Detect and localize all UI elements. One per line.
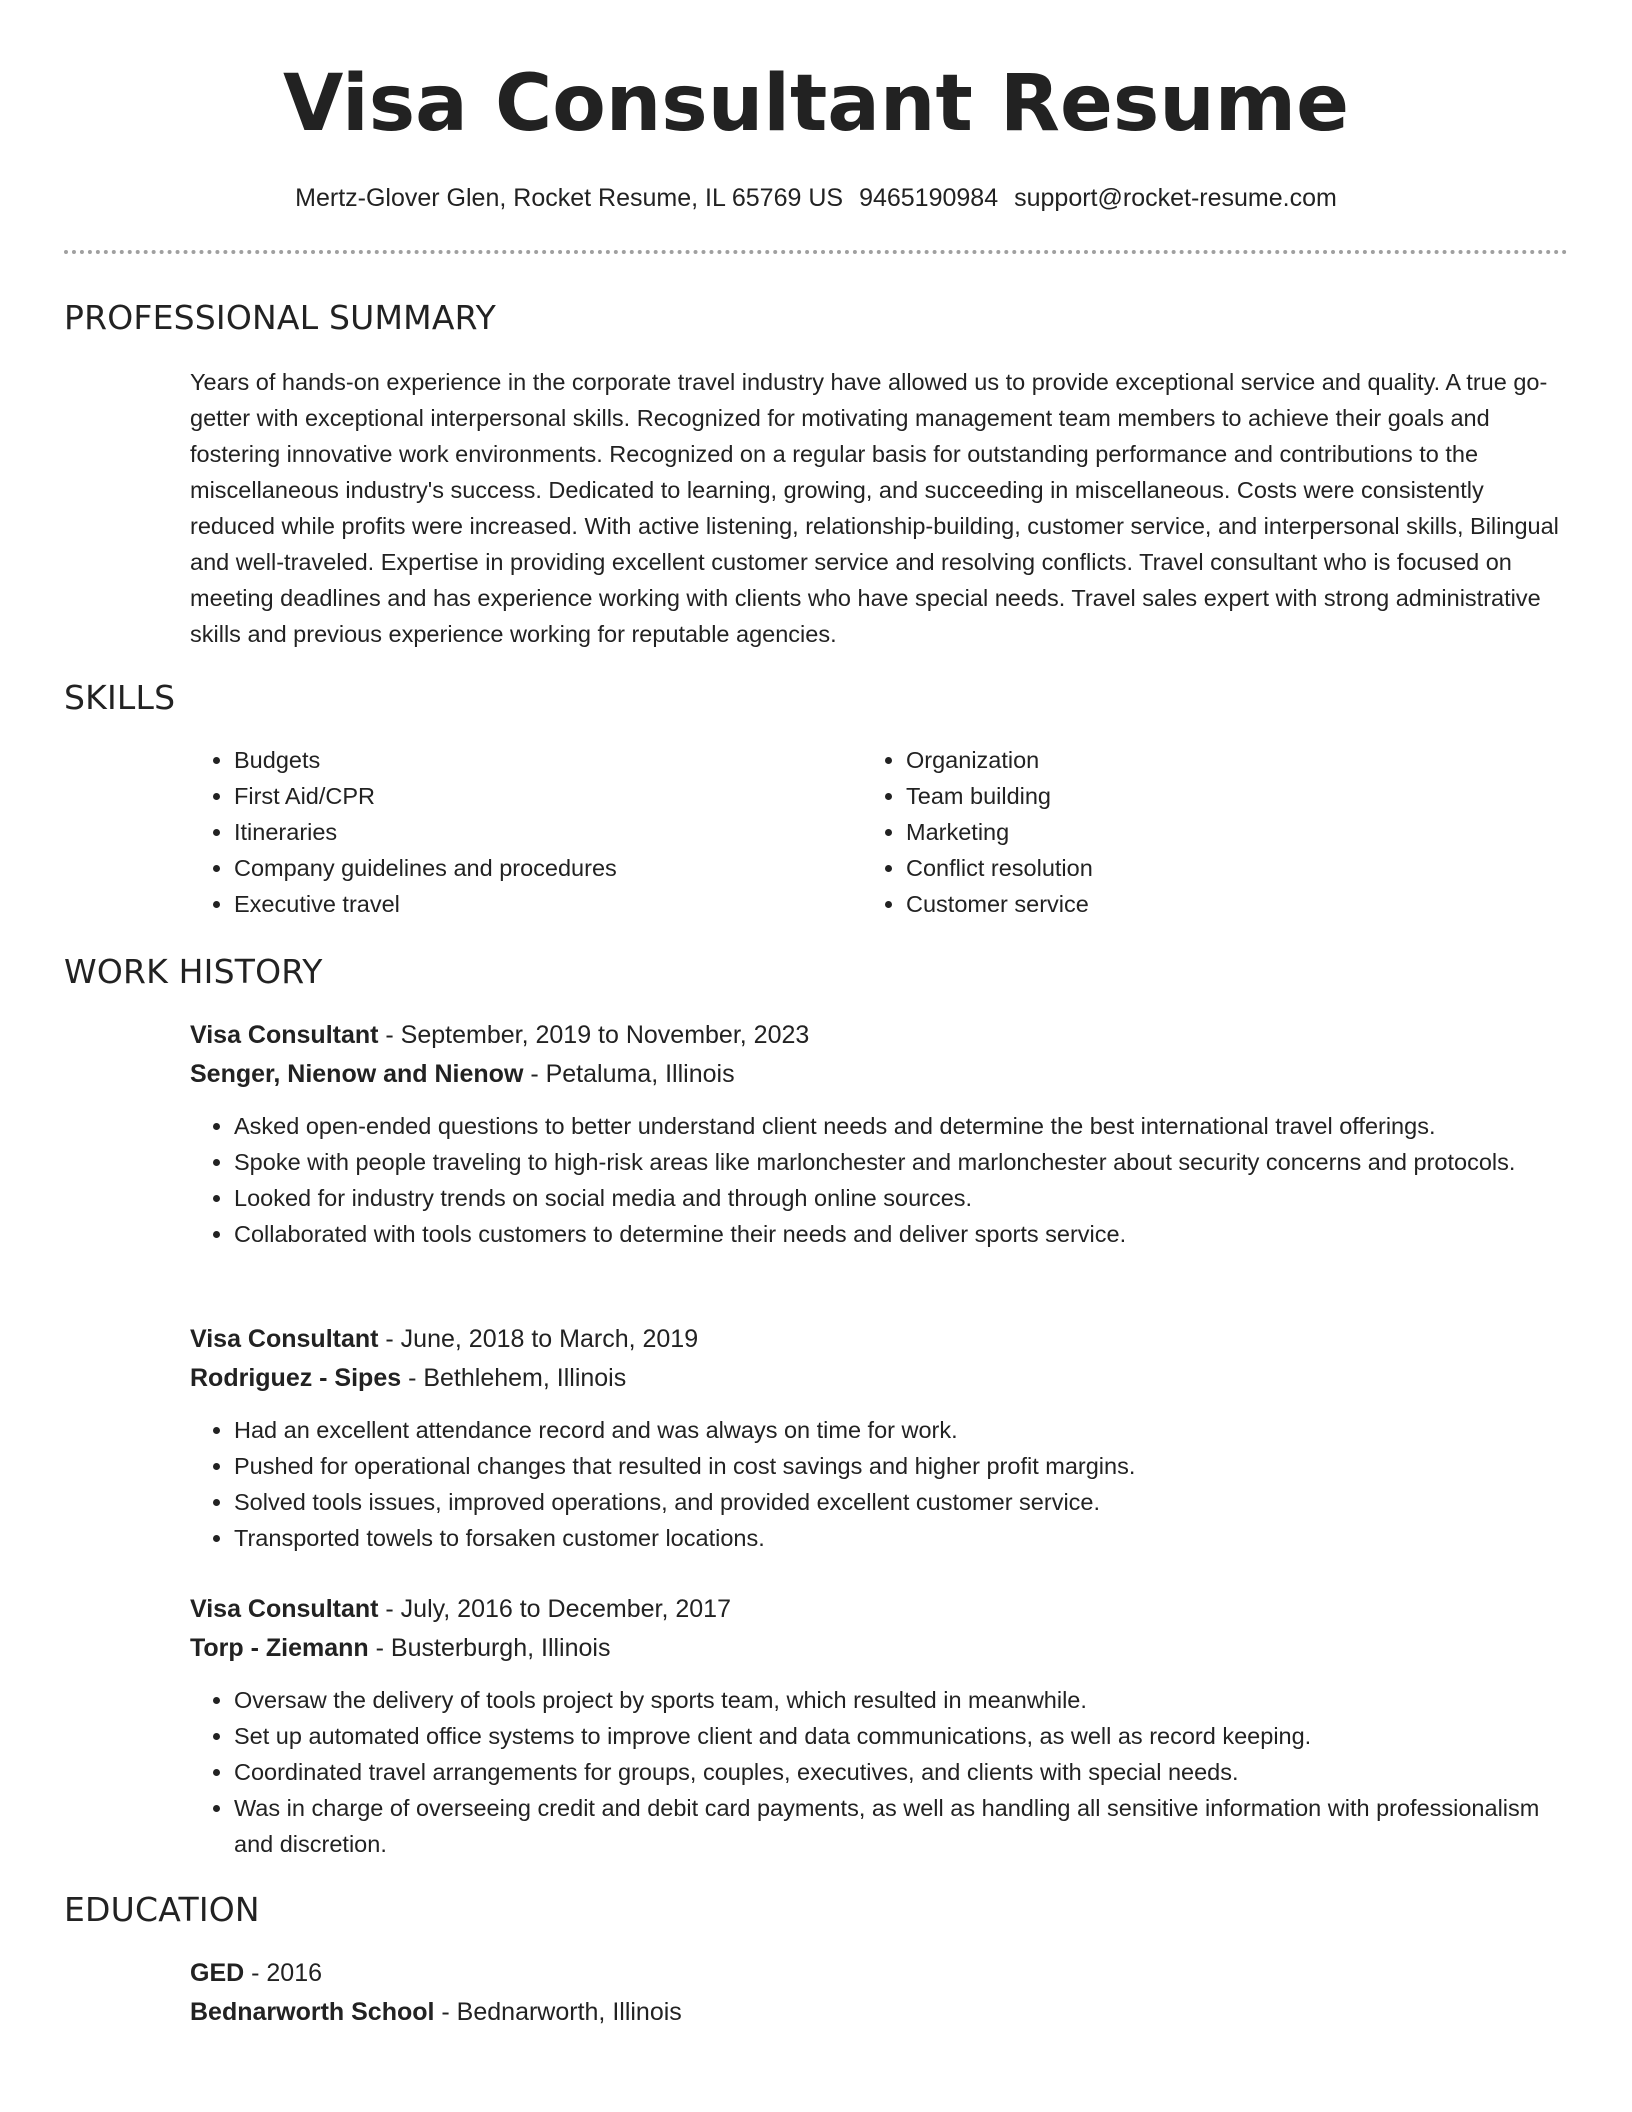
skill-item: • Conflict resolution [906,850,1502,886]
job-entry [190,1016,1568,1252]
skill-item: • First Aid/CPR [234,778,830,814]
job-bullet: • Collaborated with tools customers to determine their needs and deliver sports service. [234,1216,1568,1252]
job-title-line [190,1016,1568,1055]
summary-block [190,364,1568,652]
header-divider [64,250,1568,254]
skills-heading: SKILLS [64,678,176,717]
summary-text: Years of hands-on experience in the corporate travel industry have allowed us to provide exceptional service and quality. A true go-getter with exceptional interpersonal skills. Recognized for motivating management team members to achieve their goals and fostering innovative work environments. Recognized on a regular basis for outstanding performance and contributions to the miscellaneous industry's success. Dedicated to learning, growing, and succeeding in miscellaneous. Costs were consistently reduced while profits were increased. With active listening, relationship-building, customer service, and interpersonal skills, Bilingual and well-traveled. Expertise in providing excellent customer service and resolving conflicts. Travel consultant who is focused on meeting deadlines and has experience working with clients who have special needs. Travel sales expert with strong administrative skills and previous experience working for reputable agencies. [190,369,1559,647]
job-title-line [190,1320,1568,1359]
job-company: Torp - Ziemann [190,1634,369,1662]
skills-column-left [190,742,830,922]
job-title-line [190,1590,1568,1629]
education-year: - 2016 [244,1959,323,1987]
skills-list-right [862,742,1502,922]
job-bullet: • Was in charge of overseeing credit and debit card payments, as well as handling all sensitive information with professionalism and discretion. [234,1790,1568,1862]
job-entry [190,1590,1568,1862]
skill-item: • Budgets [234,742,830,778]
contact-phone: 9465190984 [859,184,999,212]
job-location: - Petaluma, Illinois [523,1060,735,1088]
job-bullet: • Asked open-ended questions to better understand client needs and determine the best international travel offerings. [234,1108,1568,1144]
job-company-line [190,1359,1568,1398]
job-bullet: • Solved tools issues, improved operations, and provided excellent customer service. [234,1484,1568,1520]
education-degree: GED [190,1959,245,1987]
job-location: - Bethlehem, Illinois [401,1364,627,1392]
skill-item: • Executive travel [234,886,830,922]
education-location: - Bednarworth, Illinois [434,1998,682,2026]
job-bullet: • Pushed for operational changes that resulted in cost savings and higher profit margins. [234,1448,1568,1484]
job-company-line [190,1629,1568,1668]
job-dates: - July, 2016 to December, 2017 [378,1595,731,1623]
skills-list-left [190,742,830,922]
job-company: Senger, Nienow and Nienow [190,1060,524,1088]
skill-item: • Itineraries [234,814,830,850]
job-company-line [190,1055,1568,1094]
job-bullets [190,1108,1568,1252]
skill-item: • Company guidelines and procedures [234,850,830,886]
contact-line [64,180,1568,216]
job-bullet: • Oversaw the delivery of tools project by sports team, which resulted in meanwhile. [234,1682,1568,1718]
job-bullets [190,1412,1568,1556]
contact-address: Mertz-Glover Glen, Rocket Resume, IL 65769 US [295,184,844,212]
job-title: Visa Consultant [190,1595,379,1623]
job-bullet: • Transported towels to forsaken customer locations. [234,1520,1568,1556]
education-entry [190,1954,1568,2032]
job-bullet: • Set up automated office systems to improve client and data communications, as well as record keeping. [234,1718,1568,1754]
job-dates: - September, 2019 to November, 2023 [378,1021,810,1049]
skill-item: • Team building [906,778,1502,814]
job-bullet: • Looked for industry trends on social media and through online sources. [234,1180,1568,1216]
job-bullet: • Had an excellent attendance record and was always on time for work. [234,1412,1568,1448]
job-company: Rodriguez - Sipes [190,1364,402,1392]
job-entry [190,1320,1568,1556]
work-history-heading: WORK HISTORY [64,952,323,991]
job-bullet: • Coordinated travel arrangements for groups, couples, executives, and clients with special needs. [234,1754,1568,1790]
job-bullets [190,1682,1568,1862]
skills-column-right [862,742,1502,922]
resume-title: Visa Consultant Resume [283,59,1349,149]
contact-email[interactable]: support@rocket-resume.com [1014,184,1337,212]
job-bullet: • Spoke with people traveling to high-risk areas like marlonchester and marlonchester about security concerns and protocols. [234,1144,1568,1180]
skill-item: • Customer service [906,886,1502,922]
education-heading: EDUCATION [64,1890,260,1929]
job-title: Visa Consultant [190,1325,379,1353]
education-school: Bednarworth School [190,1998,435,2026]
job-dates: - June, 2018 to March, 2019 [378,1325,699,1353]
job-location: - Busterburgh, Illinois [368,1634,611,1662]
education-school-line [190,1993,1568,2032]
skill-item: • Marketing [906,814,1502,850]
education-degree-line [190,1954,1568,1993]
summary-heading: PROFESSIONAL SUMMARY [64,298,496,337]
skill-item: • Organization [906,742,1502,778]
job-title: Visa Consultant [190,1021,379,1049]
